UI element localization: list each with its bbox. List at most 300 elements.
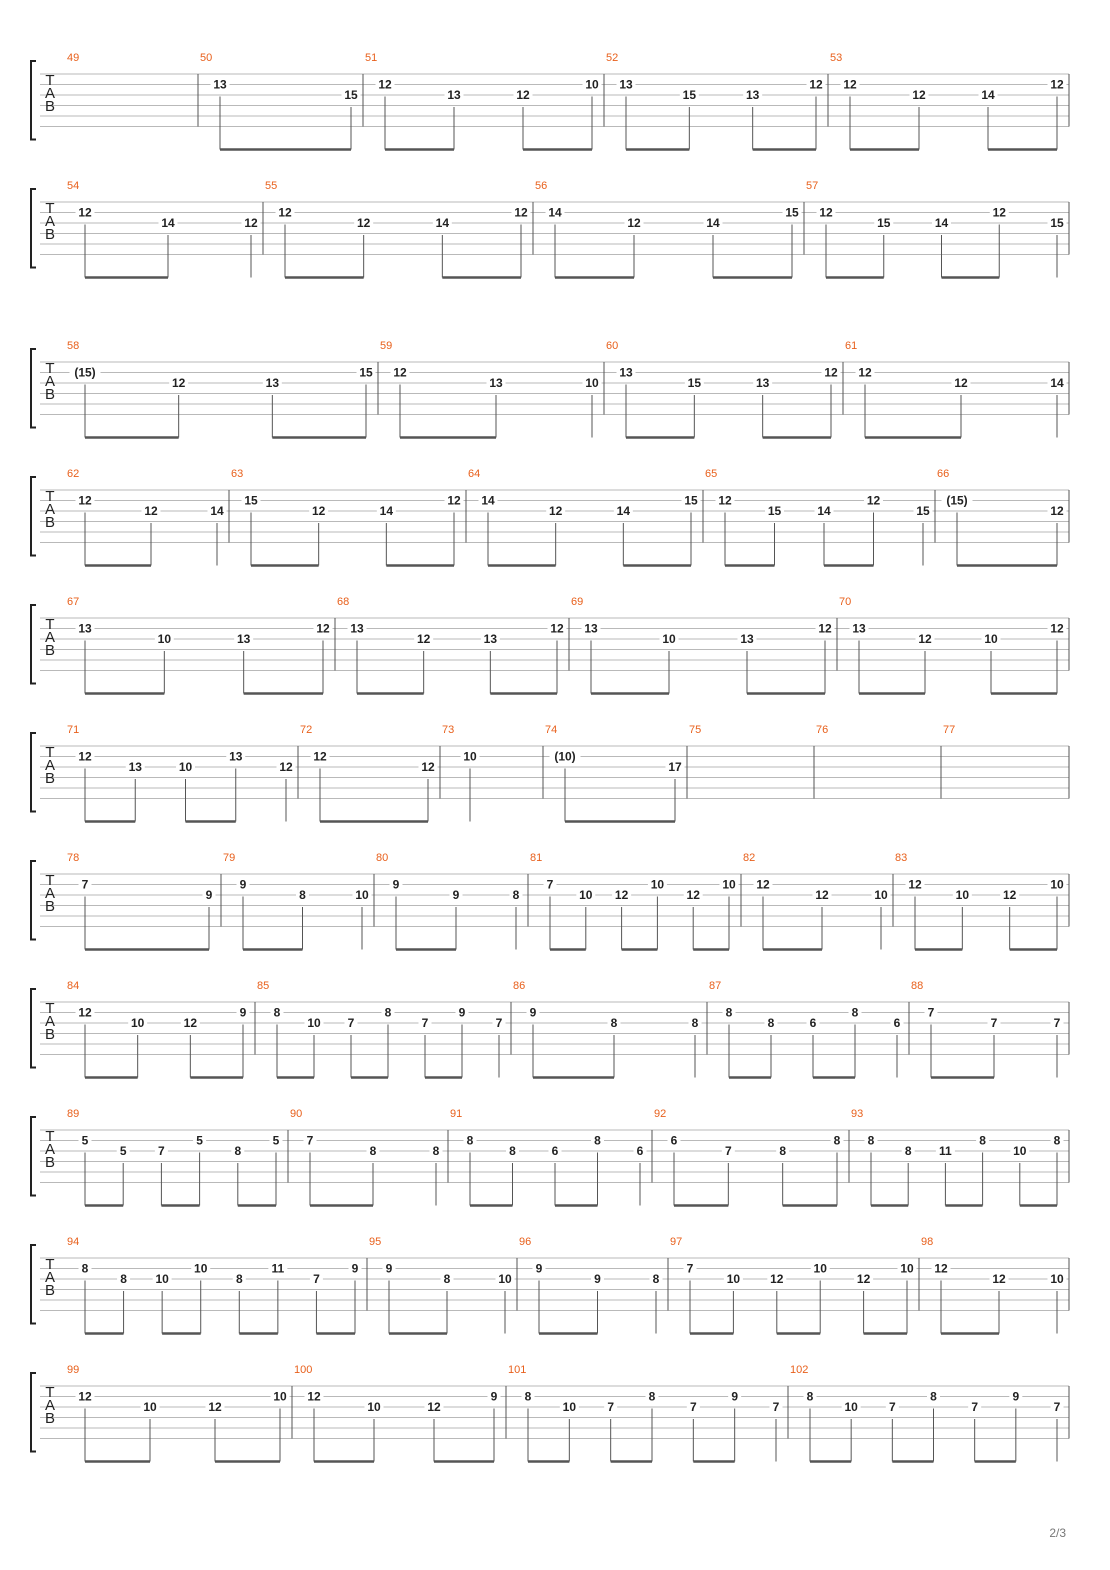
measure [200, 52, 361, 150]
fret-number: 8 [120, 1272, 127, 1286]
measure-number: 76 [816, 724, 829, 736]
measure [442, 724, 480, 822]
fret-number: 6 [636, 1144, 644, 1158]
tab-clef-letter: T [45, 872, 55, 889]
tab-clef-letter: B [44, 1282, 56, 1299]
fret-number: 7 [421, 1016, 429, 1030]
system-bracket [31, 1245, 36, 1324]
fret-number: 12 [819, 205, 833, 220]
fret-number: 8 [299, 888, 306, 902]
fret-number: 8 [610, 1016, 618, 1030]
fret-number: 7 [81, 877, 89, 892]
fret-number: 8 [594, 1133, 601, 1148]
measure-number: 73 [442, 724, 455, 736]
fret-number: 13 [619, 77, 633, 92]
fret-number: 8 [867, 1133, 875, 1148]
fret-number: 12 [208, 1400, 222, 1414]
fret-number: 14 [934, 216, 949, 230]
measure [895, 852, 1067, 950]
tab-clef-letter: T [45, 488, 55, 505]
fret-number: 7 [927, 1005, 935, 1020]
fret-number: 12 [78, 1005, 92, 1020]
fret-number: 12 [378, 77, 392, 92]
fret-number: 5 [272, 1133, 280, 1148]
fret-number: 12 [1050, 621, 1064, 636]
fret-number: 15 [344, 88, 358, 102]
fret-number: 12 [992, 1272, 1006, 1286]
measure-number: 92 [654, 1108, 667, 1120]
measure-number: 49 [67, 52, 80, 64]
fret-number: 13 [213, 77, 227, 92]
measure-number: 59 [380, 340, 393, 352]
fret-number: 6 [551, 1144, 559, 1158]
fret-number: 10 [498, 1272, 512, 1286]
measure [508, 1364, 783, 1462]
fret-number: 8 [235, 1272, 243, 1286]
fret-number: 12 [307, 1389, 321, 1404]
measure-number: 95 [369, 1236, 382, 1248]
fret-number: 15 [244, 493, 258, 508]
fret-number: 12 [815, 888, 829, 902]
fret-number: (10) [554, 749, 576, 764]
fret-number: 8 [833, 1133, 841, 1148]
fret-number: 15 [687, 376, 702, 390]
tab-clef-letter: T [45, 1000, 55, 1017]
fret-number: 12 [627, 216, 641, 230]
tab-clef-letter: T [45, 360, 55, 377]
fret-number: 12 [316, 621, 330, 636]
fret-number: (15) [946, 493, 968, 508]
tab-system [31, 852, 1069, 950]
measure [67, 180, 261, 278]
measure [67, 1108, 283, 1206]
fret-number: 12 [856, 1272, 871, 1286]
fret-number: 10 [157, 632, 172, 646]
tab-system [31, 52, 1069, 150]
fret-number: 7 [888, 1400, 896, 1414]
fret-number: 11 [939, 1144, 952, 1158]
measure-number: 99 [67, 1364, 80, 1376]
fret-number: 8 [1053, 1133, 1061, 1148]
fret-number: 8 [369, 1144, 377, 1158]
measure-number: 63 [231, 468, 244, 480]
fret-number: 12 [718, 493, 732, 508]
fret-number: 12 [516, 88, 530, 102]
fret-number: 12 [934, 1261, 948, 1276]
tab-clef-letter: A [44, 213, 56, 230]
system-bracket [31, 861, 36, 940]
fret-number: 12 [279, 760, 293, 774]
fret-number: 13 [852, 621, 866, 636]
measure [67, 724, 296, 822]
fret-number: 13 [350, 621, 364, 636]
tab-clef-letter: T [45, 744, 55, 761]
measure [265, 180, 531, 278]
fret-number: 10 [662, 632, 676, 646]
fret-number: 10 [579, 888, 593, 902]
fret-number: 13 [78, 621, 92, 636]
measure [376, 852, 523, 950]
tab-clef-letter: B [44, 770, 56, 787]
fret-number: (15) [74, 365, 96, 380]
tab-clef-letter: A [44, 373, 56, 390]
measure [300, 724, 438, 822]
measure-number: 78 [67, 852, 80, 864]
fret-number: 10 [367, 1400, 381, 1414]
measure [67, 340, 376, 438]
fret-number: 10 [874, 888, 888, 902]
tab-system [31, 596, 1069, 694]
measure-number: 85 [257, 980, 270, 992]
measure-number: 53 [830, 52, 843, 64]
fret-number: 11 [271, 1261, 285, 1276]
fret-number: 12 [278, 205, 292, 220]
fret-number: 15 [916, 504, 930, 518]
fret-number: 12 [244, 216, 258, 230]
measure-number: 98 [921, 1236, 934, 1248]
measure [606, 52, 826, 150]
fret-number: 7 [724, 1144, 732, 1158]
fret-number: 15 [785, 205, 799, 220]
measure-number: 91 [450, 1108, 463, 1120]
fret-number: 13 [265, 376, 280, 390]
fret-number: 8 [509, 1144, 516, 1158]
fret-number: 8 [432, 1144, 440, 1158]
fret-number: 5 [196, 1133, 203, 1148]
measure [606, 340, 841, 438]
measure [839, 596, 1067, 694]
tab-clef-letter: A [44, 629, 56, 646]
tab-clef-letter: T [45, 72, 55, 89]
fret-number: 13 [755, 376, 770, 390]
fret-number: 8 [234, 1144, 242, 1158]
measure [365, 52, 602, 150]
fret-number: 14 [210, 504, 224, 518]
fret-number: 13 [740, 632, 754, 646]
fret-number: 12 [416, 632, 431, 646]
tab-clef-letter: A [44, 1013, 56, 1030]
fret-number: 10 [355, 888, 369, 902]
fret-number: 7 [546, 877, 554, 892]
fret-number: 12 [427, 1400, 441, 1414]
measure [911, 980, 1064, 1078]
measure-number: 80 [376, 852, 389, 864]
tab-clef-letter: B [44, 386, 56, 403]
measure [231, 468, 464, 566]
measure-number: 57 [806, 180, 819, 192]
fret-number: 9 [1012, 1389, 1020, 1404]
measure-number: 66 [937, 468, 950, 480]
fret-number: 15 [877, 216, 891, 230]
fret-number: 7 [495, 1016, 503, 1030]
measure-number: 52 [606, 52, 619, 64]
fret-number: 14 [435, 216, 450, 230]
fret-number: 9 [205, 888, 213, 902]
fret-number: 14 [481, 493, 495, 508]
fret-number: 12 [78, 493, 92, 508]
system-bracket [31, 477, 36, 556]
system-bracket [31, 189, 36, 268]
tab-clef-letter: B [44, 642, 56, 659]
fret-number: 12 [756, 877, 770, 892]
fret-number: 8 [851, 1005, 859, 1020]
fret-number: 10 [813, 1261, 827, 1276]
fret-number: 15 [682, 88, 697, 102]
fret-number: 6 [809, 1016, 817, 1030]
fret-number: 10 [1013, 1144, 1027, 1158]
fret-number: 12 [1050, 77, 1064, 92]
measure [67, 1364, 290, 1462]
fret-number: 9 [385, 1261, 393, 1276]
fret-number: 10 [955, 888, 970, 902]
measure-number: 102 [790, 1364, 809, 1376]
tab-clef-letter: B [44, 226, 56, 243]
measure-number: 51 [365, 52, 378, 64]
fret-number: 12 [313, 749, 327, 764]
measure [670, 1236, 917, 1334]
fret-number: 10 [650, 877, 665, 892]
fret-number: 9 [452, 888, 460, 902]
fret-number: 12 [992, 205, 1006, 220]
fret-number: 13 [483, 632, 498, 646]
measure-number: 55 [265, 180, 278, 192]
tab-system [31, 1364, 1069, 1462]
tab-clef-letter: B [44, 514, 56, 531]
measure-number: 65 [705, 468, 718, 480]
fret-number: 7 [607, 1400, 615, 1414]
tab-system [31, 180, 1069, 278]
measure [571, 596, 835, 694]
measure [450, 1108, 647, 1206]
fret-number: 9 [529, 1005, 537, 1020]
fret-number: 10 [130, 1016, 145, 1030]
fret-number: 9 [239, 877, 247, 892]
measure [705, 468, 933, 566]
tab-clef-letter: T [45, 200, 55, 217]
fret-number: 10 [984, 632, 998, 646]
measure [530, 852, 739, 950]
fret-number: 9 [490, 1389, 498, 1404]
fret-number: 12 [912, 88, 926, 102]
system-bracket [31, 989, 36, 1068]
fret-number: 13 [236, 632, 251, 646]
fret-number: 10 [307, 1016, 321, 1030]
system-bracket [31, 605, 36, 684]
fret-number: 6 [670, 1133, 678, 1148]
measure [790, 1364, 1064, 1462]
fret-number: 14 [981, 88, 995, 102]
measure [830, 52, 1067, 150]
fret-number: 8 [443, 1272, 451, 1286]
fret-number: 12 [614, 888, 629, 902]
fret-number: 6 [893, 1016, 901, 1030]
tab-system [31, 340, 1069, 438]
fret-number: 12 [824, 365, 838, 380]
fret-number: 8 [81, 1261, 89, 1276]
measure-number: 77 [943, 724, 956, 736]
measure-number: 94 [67, 1236, 80, 1248]
fret-number: 8 [524, 1389, 532, 1404]
measure [337, 596, 567, 694]
fret-number: 12 [78, 1389, 92, 1404]
fret-number: 5 [119, 1144, 127, 1158]
measure [545, 724, 685, 822]
fret-number: 12 [908, 877, 922, 892]
tab-clef-letter: T [45, 1128, 55, 1145]
measure [743, 852, 891, 950]
fret-number: 10 [562, 1400, 577, 1414]
fret-number: 12 [78, 205, 92, 220]
measure [223, 852, 372, 950]
fret-number: 12 [356, 216, 371, 230]
tab-clef-letter: A [44, 1269, 56, 1286]
fret-number: 5 [81, 1133, 89, 1148]
fret-number: 14 [548, 205, 562, 220]
measure-number: 60 [606, 340, 619, 352]
fret-number: 13 [229, 749, 243, 764]
fret-number: 13 [489, 376, 503, 390]
measure [845, 340, 1067, 438]
fret-number: 12 [1050, 504, 1064, 518]
fret-number: 13 [447, 88, 461, 102]
system-bracket [31, 349, 36, 428]
measure [294, 1364, 501, 1462]
fret-number: 8 [466, 1133, 474, 1148]
fret-number: 9 [594, 1272, 601, 1286]
system-bracket [31, 1117, 36, 1196]
fret-number: 15 [767, 504, 782, 518]
tab-clef-letter: B [44, 1410, 56, 1427]
measure-number: 79 [223, 852, 236, 864]
fret-number: 8 [384, 1005, 392, 1020]
measure [67, 852, 216, 950]
fret-number: 9 [351, 1261, 359, 1276]
measure [290, 1108, 443, 1206]
fret-number: 10 [726, 1272, 741, 1286]
measure-number: 54 [67, 180, 80, 192]
tab-clef-letter: A [44, 501, 56, 518]
fret-number: 7 [1053, 1016, 1061, 1030]
measure-number: 81 [530, 852, 543, 864]
measure [689, 724, 701, 736]
fret-number: 9 [458, 1005, 466, 1020]
system-bracket [31, 733, 36, 812]
measure-number: 70 [839, 596, 852, 608]
fret-number: 8 [979, 1133, 986, 1148]
fret-number: 10 [722, 877, 736, 892]
system-bracket [31, 61, 36, 140]
fret-number: 15 [684, 493, 698, 508]
fret-number: 9 [239, 1005, 247, 1020]
fret-number: 12 [1002, 888, 1017, 902]
measure [513, 980, 702, 1078]
fret-number: 10 [844, 1400, 858, 1414]
fret-number: 12 [171, 376, 186, 390]
measure-number: 50 [200, 52, 213, 64]
measure [806, 180, 1067, 278]
fret-number: 10 [585, 77, 599, 92]
fret-number: 12 [818, 621, 832, 636]
tab-clef-letter: A [44, 1141, 56, 1158]
fret-number: 7 [158, 1144, 165, 1158]
tab-clef-letter: A [44, 757, 56, 774]
tab-clef-letter: B [44, 1154, 56, 1171]
measure [468, 468, 701, 566]
measure-number: 89 [67, 1108, 80, 1120]
measure [851, 1108, 1064, 1206]
measure [67, 52, 79, 64]
measure-number: 84 [67, 980, 80, 992]
fret-number: 12 [686, 888, 700, 902]
measure-number: 93 [851, 1108, 864, 1120]
measure [654, 1108, 844, 1206]
tab-system [31, 980, 1069, 1078]
tab-clef-letter: A [44, 885, 56, 902]
fret-number: 12 [550, 621, 564, 636]
measure [816, 724, 828, 736]
fret-number: 8 [767, 1016, 775, 1030]
measure [67, 468, 227, 566]
measure [535, 180, 802, 278]
tab-system [31, 468, 1069, 566]
measure-number: 100 [294, 1364, 313, 1376]
fret-number: 9 [392, 877, 400, 892]
tab-system [31, 724, 1069, 822]
fret-number: 7 [313, 1272, 320, 1286]
fret-number: 12 [858, 365, 872, 380]
fret-number: 13 [584, 621, 598, 636]
measure-number: 96 [519, 1236, 532, 1248]
fret-number: 10 [194, 1261, 208, 1276]
measure [380, 340, 602, 438]
fret-number: 7 [990, 1016, 998, 1030]
fret-number: 8 [904, 1144, 912, 1158]
measure [943, 724, 955, 736]
tab-clef-letter: B [44, 1026, 56, 1043]
measure-number: 82 [743, 852, 756, 864]
measure-number: 62 [67, 468, 80, 480]
fret-number: 8 [691, 1016, 699, 1030]
measure [67, 1236, 362, 1334]
measure [67, 596, 333, 694]
measure-number: 87 [709, 980, 722, 992]
fret-number: 10 [585, 376, 599, 390]
fret-number: 10 [143, 1400, 157, 1414]
measure [709, 980, 904, 1078]
fret-number: 8 [725, 1005, 733, 1020]
tab-clef-letter: B [44, 98, 56, 115]
fret-number: 13 [619, 365, 633, 380]
fret-number: 14 [379, 504, 394, 518]
fret-number: 8 [652, 1272, 660, 1286]
system-bracket [31, 1373, 36, 1452]
fret-number: 7 [347, 1016, 355, 1030]
measure [67, 980, 250, 1078]
fret-number: 9 [535, 1261, 543, 1276]
fret-number: 12 [514, 205, 528, 220]
measure-number: 68 [337, 596, 350, 608]
fret-number: 7 [971, 1400, 979, 1414]
fret-number: 10 [155, 1272, 169, 1286]
measure-number: 67 [67, 596, 80, 608]
measure-number: 86 [513, 980, 526, 992]
tab-system [31, 1108, 1069, 1206]
fret-number: 10 [1050, 877, 1064, 892]
measure-number: 71 [67, 724, 80, 736]
measure-number: 74 [545, 724, 558, 736]
measure [519, 1236, 663, 1334]
measure-number: 75 [689, 724, 702, 736]
